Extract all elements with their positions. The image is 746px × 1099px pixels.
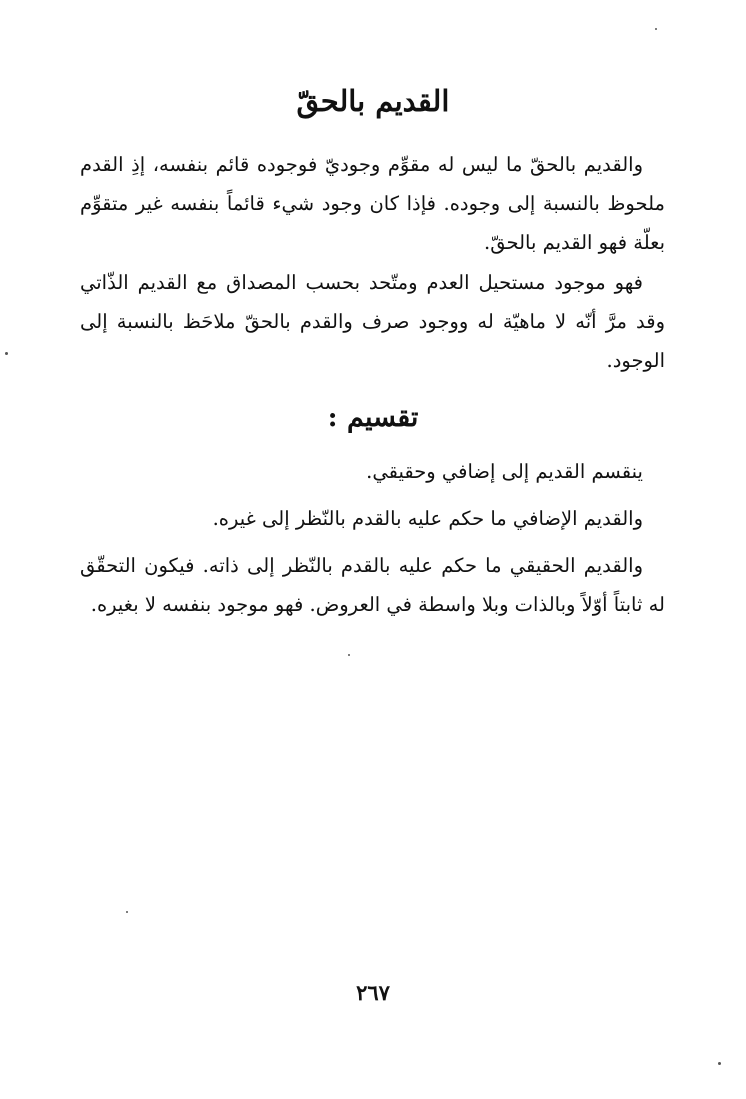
page-number: ٢٦٧: [356, 980, 390, 1005]
paragraph-1: والقديم بالحقّ ما ليس له مقوِّم وجوديّ فوجوده قائم بنفسه، إذِ القدم ملحوظ بالنسبة إلى وجوده. فإذا كان وجود شيء قائماً بنفسه غير متقوِّم بعلّة فهو القديم بالحقّ.: [80, 153, 665, 254]
section-paragraph-1: ينقسم القديم إلى إضافي وحقيقي.: [366, 460, 643, 483]
scan-speck: [5, 352, 8, 355]
page-title: القديم بالحقّ: [296, 84, 450, 118]
section-heading: تقسيم :: [327, 402, 419, 433]
scan-speck: [348, 654, 350, 656]
section-paragraph-2: والقديم الإضافي ما حكم عليه بالقدم بالنّظر إلى غيره.: [212, 507, 643, 530]
section-paragraph-3: والقديم الحقيقي ما حكم عليه بالقدم بالنّظر إلى ذاته. فيكون التحقّق له ثابتاً أوّلاً وبالذات وبلا واسطة في العروض. فهو موجود بنفسه لا بغيره.: [80, 554, 665, 616]
paragraph-2: فهو موجود مستحيل العدم ومتّحد بحسب المصداق مع القديم الذّاتي وقد مرَّ أنّه لا ماهيّة له ووجود صرف والقدم بالحقّ ملاحَظ بالنسبة إلى الوجود.: [80, 271, 665, 372]
scan-speck: [126, 911, 128, 913]
scan-speck: [655, 28, 657, 30]
scan-speck: [718, 1062, 721, 1065]
